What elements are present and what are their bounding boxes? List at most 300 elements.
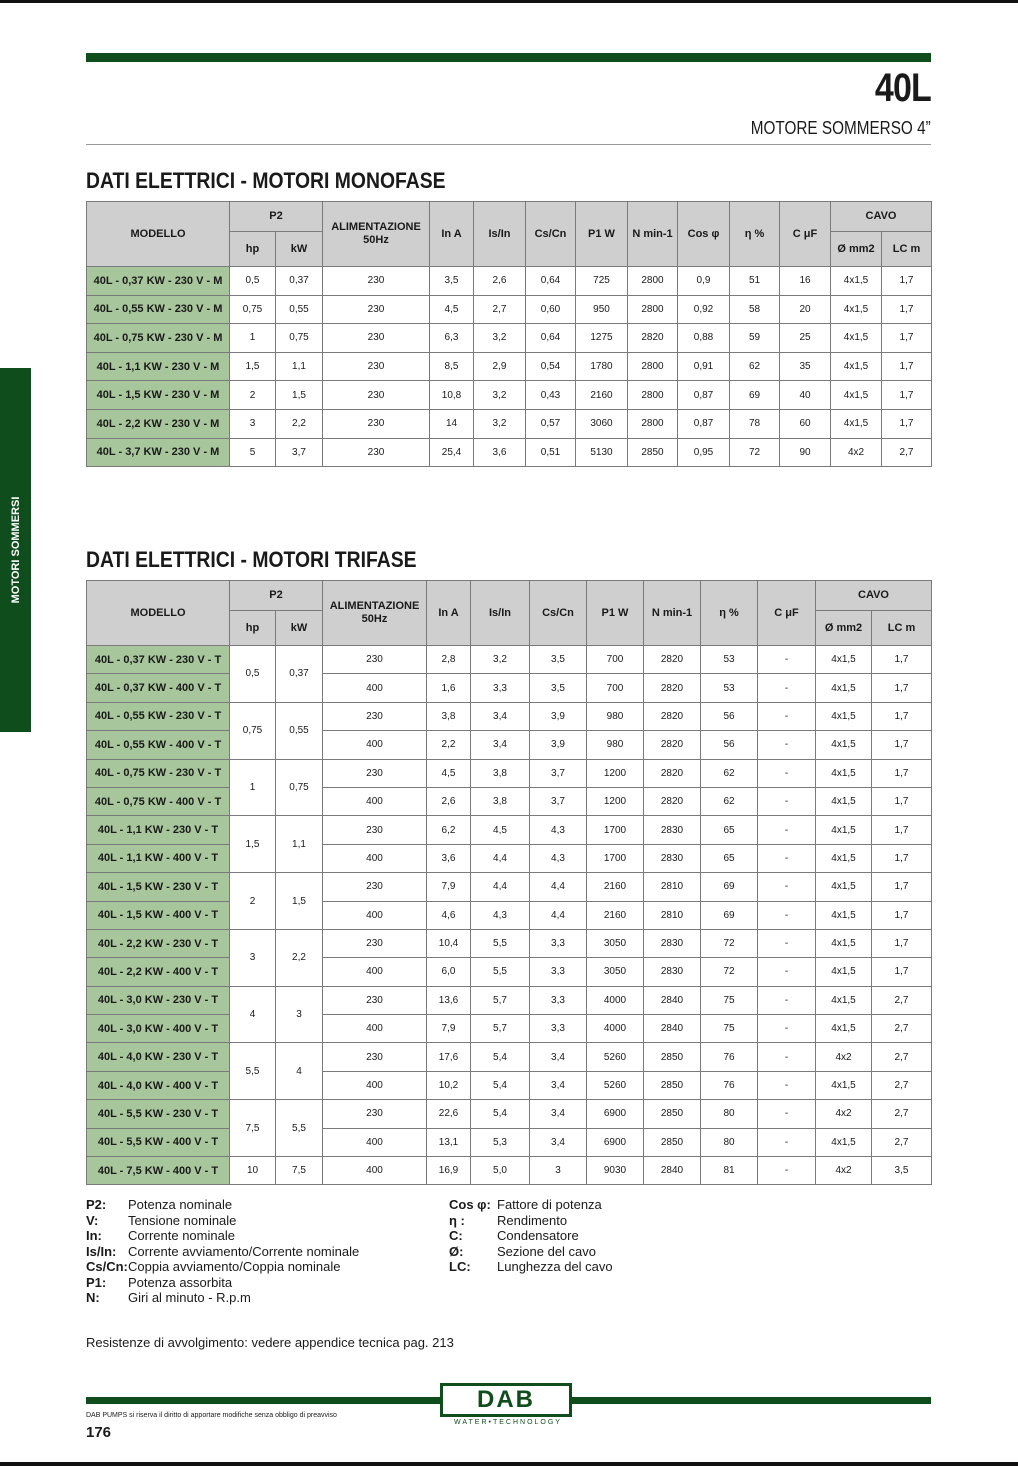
col-eta: η % (701, 581, 758, 646)
table-cell: 10,4 (427, 929, 471, 957)
table-cell: 72 (701, 929, 758, 957)
model-cell: 40L - 3,0 KW - 400 V - T (87, 1015, 230, 1043)
table-cell: 400 (323, 844, 427, 872)
page-number: 176 (86, 1424, 112, 1441)
model-cell: 40L - 0,55 KW - 230 V - M (87, 295, 230, 324)
table-cell: 4x1,5 (831, 267, 882, 296)
model-cell: 40L - 0,37 KW - 400 V - T (87, 674, 230, 702)
table-cell: - (758, 731, 816, 759)
table-cell: 72 (730, 438, 780, 467)
hp-cell: 2 (230, 873, 276, 930)
table-cell: 4,4 (530, 873, 587, 901)
model-cell: 40L - 3,7 KW - 230 V - M (87, 438, 230, 467)
table-cell: 3,7 (530, 787, 587, 815)
legend-desc: Sezione del cavo (497, 1243, 597, 1259)
table-cell: 230 (323, 352, 430, 381)
table-cell: 0,51 (526, 438, 576, 467)
model-cell: 40L - 5,5 KW - 230 V - T (87, 1100, 230, 1128)
table-cell: 72 (701, 958, 758, 986)
legend-desc: Lunghezza del cavo (497, 1259, 613, 1274)
table-cell: 400 (323, 1157, 427, 1185)
table-cell: 3,8 (427, 702, 471, 730)
table-cell: 1,7 (872, 674, 932, 702)
table-cell: 5,5 (471, 958, 530, 986)
table-cell: 400 (323, 1015, 427, 1043)
table-cell: 1700 (587, 816, 644, 844)
table-row (87, 674, 932, 702)
table-cell: 53 (701, 646, 758, 674)
table-cell: 3,3 (530, 1015, 587, 1043)
table-cell: 2160 (587, 901, 644, 929)
table-cell: 3,3 (530, 986, 587, 1014)
table-cell: 4x1,5 (831, 295, 882, 324)
table-cell: 4,3 (471, 901, 530, 929)
table-cell: 62 (730, 352, 780, 381)
table-row (87, 844, 932, 872)
table-cell: 5,7 (471, 986, 530, 1014)
table-row (87, 295, 932, 324)
table-cell: 980 (587, 731, 644, 759)
table-cell: 2800 (628, 409, 678, 438)
table-cell: 5,0 (471, 1157, 530, 1185)
table-row (87, 409, 932, 438)
table-cell: 3,5 (530, 674, 587, 702)
table-cell: 1,1 (276, 352, 323, 381)
col-cavo: CAVO (831, 202, 932, 232)
col-modello: MODELLO (87, 581, 230, 646)
table-cell: 400 (323, 958, 427, 986)
kw-cell: 7,5 (276, 1157, 323, 1185)
table-cell: 1,7 (872, 731, 932, 759)
table-cell: 230 (323, 409, 430, 438)
table-cell: 4,5 (471, 816, 530, 844)
table-cell: 4x1,5 (816, 1128, 872, 1156)
col-in: In A (430, 202, 474, 267)
table-cell: 4x1,5 (816, 646, 872, 674)
table-cell: 2,2 (427, 731, 471, 759)
table-cell: 13,1 (427, 1128, 471, 1156)
table-cell: 3,3 (530, 958, 587, 986)
table-cell: 10,8 (430, 381, 474, 410)
table-row (87, 1071, 932, 1099)
hp-cell: 0,5 (230, 646, 276, 703)
note: Resistenze di avvolgimento: vedere appendice tecnica pag. 213 (86, 1335, 454, 1350)
table-cell: - (758, 958, 816, 986)
legend-item (449, 1228, 613, 1244)
model-cell: 40L - 0,37 KW - 230 V - T (87, 646, 230, 674)
table-cell: 2,7 (872, 986, 932, 1014)
table-cell: 230 (323, 438, 430, 467)
table-cell: 4x2 (816, 1100, 872, 1128)
table-cell: 230 (323, 381, 430, 410)
table-cell: 1,7 (882, 409, 932, 438)
table-cell: 1200 (587, 759, 644, 787)
table-cell: 16 (780, 267, 831, 296)
table-cell: 2,7 (872, 1015, 932, 1043)
kw-cell: 3 (276, 986, 323, 1043)
table-cell: 2820 (644, 702, 701, 730)
table-cell: 56 (701, 731, 758, 759)
table-cell: 4,5 (430, 295, 474, 324)
table-cell: 4x1,5 (816, 674, 872, 702)
table-cell: 2850 (644, 1128, 701, 1156)
table-cell: 2840 (644, 1157, 701, 1185)
kw-cell: 0,75 (276, 759, 323, 816)
table-cell: 400 (323, 1128, 427, 1156)
table-cell: 3,3 (471, 674, 530, 702)
legend-item (449, 1259, 613, 1275)
table-cell: 4x1,5 (816, 873, 872, 901)
model-cell: 40L - 4,0 KW - 400 V - T (87, 1071, 230, 1099)
table-cell: 3,6 (427, 844, 471, 872)
legend-item (86, 1197, 359, 1213)
table-cell: 2,7 (872, 1100, 932, 1128)
table-cell: 2830 (644, 929, 701, 957)
table-cell: 14 (430, 409, 474, 438)
table-cell: 3,9 (530, 702, 587, 730)
table-cell: 1,7 (872, 702, 932, 730)
table-cell: 65 (701, 844, 758, 872)
table-row (87, 1100, 932, 1128)
table-cell: - (758, 844, 816, 872)
model-cell: 40L - 0,75 KW - 230 V - T (87, 759, 230, 787)
table-cell: - (758, 702, 816, 730)
table-cell: 0,88 (678, 324, 730, 353)
table-cell: 4x1,5 (816, 986, 872, 1014)
legend-desc: Corrente nominale (128, 1228, 235, 1243)
model-cell: 40L - 1,1 KW - 230 V - M (87, 352, 230, 381)
model-cell: 40L - 1,1 KW - 400 V - T (87, 844, 230, 872)
hp-cell: 5,5 (230, 1043, 276, 1100)
table-cell: 4x1,5 (816, 816, 872, 844)
table-cell: 950 (576, 295, 628, 324)
table-cell: 8,5 (430, 352, 474, 381)
table-cell: 400 (323, 731, 427, 759)
col-p2: P2 (230, 202, 323, 232)
table-cell: 69 (701, 873, 758, 901)
legend-item (449, 1213, 613, 1229)
table-cell: 4000 (587, 1015, 644, 1043)
table-cell: 2840 (644, 1015, 701, 1043)
table-cell: 1 (230, 324, 276, 353)
table-cell: 4,6 (427, 901, 471, 929)
table-cell: 0,87 (678, 381, 730, 410)
table-cell: 40 (780, 381, 831, 410)
col-cos: Cos φ (678, 202, 730, 267)
table-cell: 3,8 (471, 787, 530, 815)
table-row (87, 1128, 932, 1156)
hp-cell: 0,75 (230, 702, 276, 759)
legend-item (86, 1290, 359, 1306)
legend-key: P1: (86, 1274, 107, 1290)
table-cell: 230 (323, 267, 430, 296)
col-eta: η % (730, 202, 780, 267)
col-cscn: Cs/Cn (530, 581, 587, 646)
table-cell: 400 (323, 674, 427, 702)
table-cell: 5260 (587, 1043, 644, 1071)
table-cell: 980 (587, 702, 644, 730)
hp-cell: 1,5 (230, 816, 276, 873)
table-cell: 2850 (628, 438, 678, 467)
table-cell: 2160 (587, 873, 644, 901)
table-cell: 230 (323, 929, 427, 957)
table-cell: 6,2 (427, 816, 471, 844)
table-cell: 1,6 (427, 674, 471, 702)
table-row (87, 816, 932, 844)
col-sezione: Ø mm2 (816, 611, 872, 646)
col-n: N min-1 (628, 202, 678, 267)
table-cell: 400 (323, 787, 427, 815)
table-cell: 4x1,5 (816, 702, 872, 730)
table-cell: - (758, 646, 816, 674)
table-cell: 2850 (644, 1043, 701, 1071)
model-cell: 40L - 0,75 KW - 400 V - T (87, 787, 230, 815)
table-cell: 51 (730, 267, 780, 296)
table-cell: 9030 (587, 1157, 644, 1185)
table-row (87, 901, 932, 929)
table-cell: 25 (780, 324, 831, 353)
table-cell: 6,0 (427, 958, 471, 986)
table-cell: 400 (323, 901, 427, 929)
table-cell: - (758, 816, 816, 844)
table-cell: 725 (576, 267, 628, 296)
table-cell: 6900 (587, 1100, 644, 1128)
table-row (87, 787, 932, 815)
table-cell: 0,60 (526, 295, 576, 324)
table-cell: 0,55 (276, 295, 323, 324)
kw-cell: 5,5 (276, 1100, 323, 1157)
table-cell: 230 (323, 1100, 427, 1128)
table-cell: 0,64 (526, 324, 576, 353)
table-cell: 3,2 (474, 381, 526, 410)
hp-cell: 7,5 (230, 1100, 276, 1157)
table-cell: 90 (780, 438, 831, 467)
logo-tagline: WATER•TECHNOLOGY (454, 1419, 562, 1426)
table-cell: 5130 (576, 438, 628, 467)
table-cell: 5,4 (471, 1100, 530, 1128)
col-kw: kW (276, 232, 323, 267)
kw-cell: 1,1 (276, 816, 323, 873)
table-cell: 4x2 (816, 1157, 872, 1185)
col-p1: P1 W (576, 202, 628, 267)
model-cell: 40L - 2,2 KW - 400 V - T (87, 958, 230, 986)
table-row (87, 381, 932, 410)
model-cell: 40L - 4,0 KW - 230 V - T (87, 1043, 230, 1071)
table-cell: 0,75 (230, 295, 276, 324)
col-p1: P1 W (587, 581, 644, 646)
model-cell: 40L - 3,0 KW - 230 V - T (87, 986, 230, 1014)
table-cell: 2160 (576, 381, 628, 410)
col-hp: hp (230, 611, 276, 646)
table-cell: 0,57 (526, 409, 576, 438)
table-cell: 3,4 (530, 1100, 587, 1128)
table-cell: 230 (323, 1043, 427, 1071)
table-cell: 5260 (587, 1071, 644, 1099)
model-cell: 40L - 0,55 KW - 230 V - T (87, 702, 230, 730)
table-cell: 1,7 (872, 958, 932, 986)
table-cell: 5,3 (471, 1128, 530, 1156)
table-cell: 1,7 (882, 267, 932, 296)
table-row (87, 267, 932, 296)
table-cell: 2820 (644, 787, 701, 815)
table-cell: 700 (587, 674, 644, 702)
table-cell: 4x1,5 (831, 381, 882, 410)
table-cell: 3,7 (276, 438, 323, 467)
legend-desc: Fattore di potenza (497, 1197, 602, 1212)
table-row (87, 438, 932, 467)
table-cell: 7,9 (427, 873, 471, 901)
table-cell: 2800 (628, 381, 678, 410)
table-cell: 3,4 (530, 1071, 587, 1099)
table-cell: 2,7 (872, 1071, 932, 1099)
table-cell: - (758, 1071, 816, 1099)
table-cell: 1780 (576, 352, 628, 381)
table-cell: 400 (323, 1071, 427, 1099)
table-cell: 1,7 (882, 381, 932, 410)
table-cell: 0,9 (678, 267, 730, 296)
table-cell: 1,5 (230, 352, 276, 381)
table-cell: 81 (701, 1157, 758, 1185)
table-cell: 0,87 (678, 409, 730, 438)
col-isin: Is/In (474, 202, 526, 267)
dab-logo: DAB (440, 1383, 572, 1417)
table-cell: 78 (730, 409, 780, 438)
table-cell: 3,5 (430, 267, 474, 296)
table-cell: 2850 (644, 1100, 701, 1128)
table-cell: 2,9 (474, 352, 526, 381)
col-cscn: Cs/Cn (526, 202, 576, 267)
table-cell: 4x2 (831, 438, 882, 467)
legend-desc: Rendimento (497, 1212, 568, 1228)
table-cell: 3,9 (530, 731, 587, 759)
table-cell: 69 (701, 901, 758, 929)
footer-bar-left (86, 1397, 440, 1404)
table-cell: 13,6 (427, 986, 471, 1014)
table-row (87, 1015, 932, 1043)
table-cell: 230 (323, 324, 430, 353)
col-alimentazione: ALIMENTAZIONE 50Hz (323, 581, 427, 646)
table-cell: 230 (323, 759, 427, 787)
table-cell: 2800 (628, 352, 678, 381)
table-cell: 1,7 (872, 816, 932, 844)
table-cell: 2,7 (872, 1128, 932, 1156)
table-cell: 3,4 (530, 1128, 587, 1156)
legend-key: LC: (449, 1259, 471, 1274)
table-cell: 5,4 (471, 1071, 530, 1099)
table-cell: - (758, 901, 816, 929)
table-row (87, 646, 932, 674)
tri-title: DATI ELETTRICI - MOTORI TRIFASE (86, 547, 417, 572)
table-cell: 2,6 (474, 267, 526, 296)
table-cell: 2800 (628, 267, 678, 296)
table-cell: 59 (730, 324, 780, 353)
table-row (87, 731, 932, 759)
table-cell: 2800 (628, 295, 678, 324)
table-cell: 3,2 (471, 646, 530, 674)
legend-key: V: (86, 1212, 99, 1228)
table-cell: 1,5 (276, 381, 323, 410)
table-cell: 4x1,5 (816, 759, 872, 787)
col-modello: MODELLO (87, 202, 230, 267)
table-cell: 76 (701, 1071, 758, 1099)
table-cell: 4,3 (530, 816, 587, 844)
model-cell: 40L - 5,5 KW - 400 V - T (87, 1128, 230, 1156)
legend-key: Cos φ: (449, 1197, 491, 1212)
table-cell: 1,7 (872, 646, 932, 674)
table-row (87, 958, 932, 986)
table-cell: 2840 (644, 986, 701, 1014)
side-tab-label: MOTORI SOMMERSI (9, 496, 22, 604)
legend-key: P2: (86, 1197, 107, 1212)
table-cell: 4x1,5 (816, 901, 872, 929)
table-cell: 2,7 (882, 438, 932, 467)
table-cell: 3060 (576, 409, 628, 438)
table-cell: 230 (323, 295, 430, 324)
table-cell: 5,5 (471, 929, 530, 957)
table-cell: 80 (701, 1100, 758, 1128)
header-bar (86, 53, 931, 62)
table-cell: 80 (701, 1128, 758, 1156)
legend-desc: Potenza assorbita (128, 1274, 233, 1290)
table-row (87, 324, 932, 353)
table-cell: 1,7 (872, 901, 932, 929)
table-cell: 230 (323, 702, 427, 730)
table-cell: 3,7 (530, 759, 587, 787)
model-cell: 40L - 0,75 KW - 230 V - M (87, 324, 230, 353)
table-cell: 7,9 (427, 1015, 471, 1043)
table-cell: 230 (323, 986, 427, 1014)
legend-key: Cs/Cn: (86, 1259, 128, 1274)
table-cell: 2830 (644, 844, 701, 872)
table-cell: 2820 (644, 731, 701, 759)
model-cell: 40L - 1,5 KW - 230 V - M (87, 381, 230, 410)
kw-cell: 1,5 (276, 873, 323, 930)
table-cell: 4,5 (427, 759, 471, 787)
table-cell: 230 (323, 873, 427, 901)
table-cell: 0,75 (276, 324, 323, 353)
table-cell: 2,8 (427, 646, 471, 674)
table-cell: 4x1,5 (816, 731, 872, 759)
table-cell: 4x1,5 (816, 929, 872, 957)
col-isin: Is/In (471, 581, 530, 646)
legend-desc: Corrente avviamento/Corrente nominale (128, 1243, 360, 1259)
col-lc: LC m (872, 611, 932, 646)
model-cell: 40L - 2,2 KW - 230 V - M (87, 409, 230, 438)
model-cell: 40L - 1,5 KW - 230 V - T (87, 873, 230, 901)
table-cell: 4x1,5 (816, 1015, 872, 1043)
table-cell: 1,7 (872, 873, 932, 901)
table-cell: - (758, 873, 816, 901)
table-cell: 2830 (644, 816, 701, 844)
model-cell: 40L - 0,55 KW - 400 V - T (87, 731, 230, 759)
table-row (87, 759, 932, 787)
page-subtitle: MOTORE SOMMERSO 4” (751, 118, 931, 138)
table-cell: 4x1,5 (816, 1071, 872, 1099)
model-cell: 40L - 2,2 KW - 230 V - T (87, 929, 230, 957)
table-cell: 3050 (587, 958, 644, 986)
table-cell: 2810 (644, 901, 701, 929)
table-cell: 2,7 (474, 295, 526, 324)
table-row (87, 929, 932, 957)
table-row (87, 702, 932, 730)
table-cell: 58 (730, 295, 780, 324)
legend-key: η : (449, 1212, 465, 1228)
table-cell: 4,4 (471, 873, 530, 901)
table-cell: 1,7 (882, 352, 932, 381)
disclaimer: DAB PUMPS si riserva il diritto di apportare modifiche senza obbligo di preavviso (86, 1412, 337, 1419)
legend-key: C: (449, 1228, 463, 1243)
table-cell: 65 (701, 816, 758, 844)
